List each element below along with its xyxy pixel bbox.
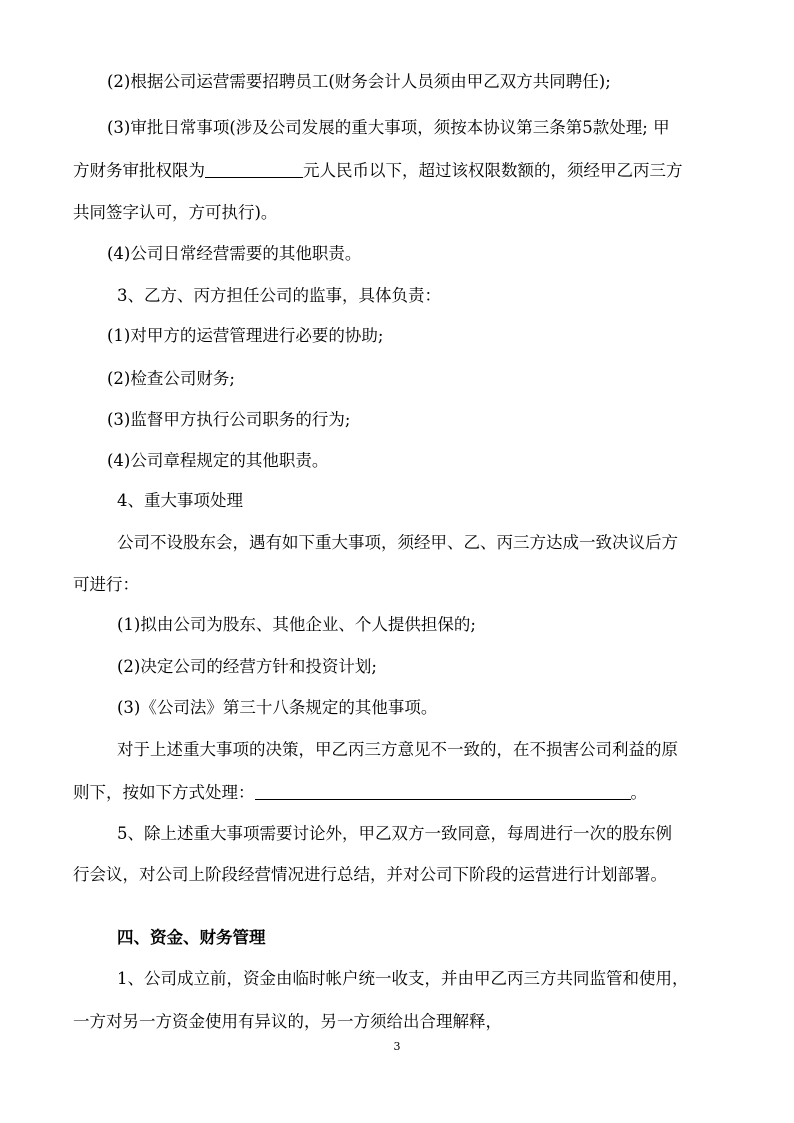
section-item: 3、乙方、丙方担任公司的监事，具体负责： <box>117 286 441 305</box>
clause-line: (3)《公司法》第三十八条规定的其他事项。 <box>117 698 438 717</box>
clause-line: (1)对甲方的运营管理进行必要的协助; <box>107 326 384 345</box>
clause-line: (4)公司日常经营需要的其他职责。 <box>107 244 362 263</box>
clause-line: (1)拟由公司为股东、其他企业、个人提供担保的; <box>117 615 476 634</box>
section-item: 4、重大事项处理 <box>117 491 243 510</box>
clause-line: (2)根据公司运营需要招聘员工(财务会计人员须由甲乙双方共同聘任); <box>107 72 611 91</box>
fill-in-blank <box>255 783 631 800</box>
section-heading: 四、资金、财务管理 <box>117 928 266 947</box>
clause-line: (2)决定公司的经营方针和投资计划; <box>117 657 377 676</box>
section-item: 1、公司成立前，资金由临时帐户统一收支，并由甲乙丙三方共同监管和使用， <box>117 969 689 988</box>
clause-line: 方财务审批权限为 元人民币以下，超过该权限数额的，须经甲乙丙三方 <box>73 161 683 180</box>
clause-line: (2)检查公司财务; <box>107 369 235 388</box>
clause-line: 对于上述重大事项的决策，甲乙丙三方意见不一致的，在不损害公司利益的原 <box>117 740 678 759</box>
clause-line: 则下，按如下方式处理： 。 <box>73 783 647 802</box>
fill-in-blank <box>205 161 303 178</box>
clause-line: (4)公司章程规定的其他职责。 <box>107 451 329 470</box>
clause-line: 共同签字认可，方可执行)。 <box>73 203 278 222</box>
clause-line: 一方对另一方资金使用有异议的，另一方须给出合理解释， <box>73 1012 502 1031</box>
clause-line: 可进行： <box>73 575 139 594</box>
clause-line: (3)审批日常事项(涉及公司发展的重大事项，须按本协议第三条第5款处理; 甲 <box>107 118 670 137</box>
clause-line: 行会议，对公司上阶段经营情况进行总结，并对公司下阶段的运营进行计划部署。 <box>73 865 667 884</box>
section-item: 5、除上述重大事项需要讨论外，甲乙双方一致同意，每周进行一次的股东例 <box>117 824 672 843</box>
clause-line: (3)监督甲方执行公司职务的行为; <box>107 410 351 429</box>
page-number: 3 <box>393 1040 401 1053</box>
clause-line: 公司不设股东会，遇有如下重大事项，须经甲、乙、丙三方达成一致决议后方 <box>117 533 678 552</box>
